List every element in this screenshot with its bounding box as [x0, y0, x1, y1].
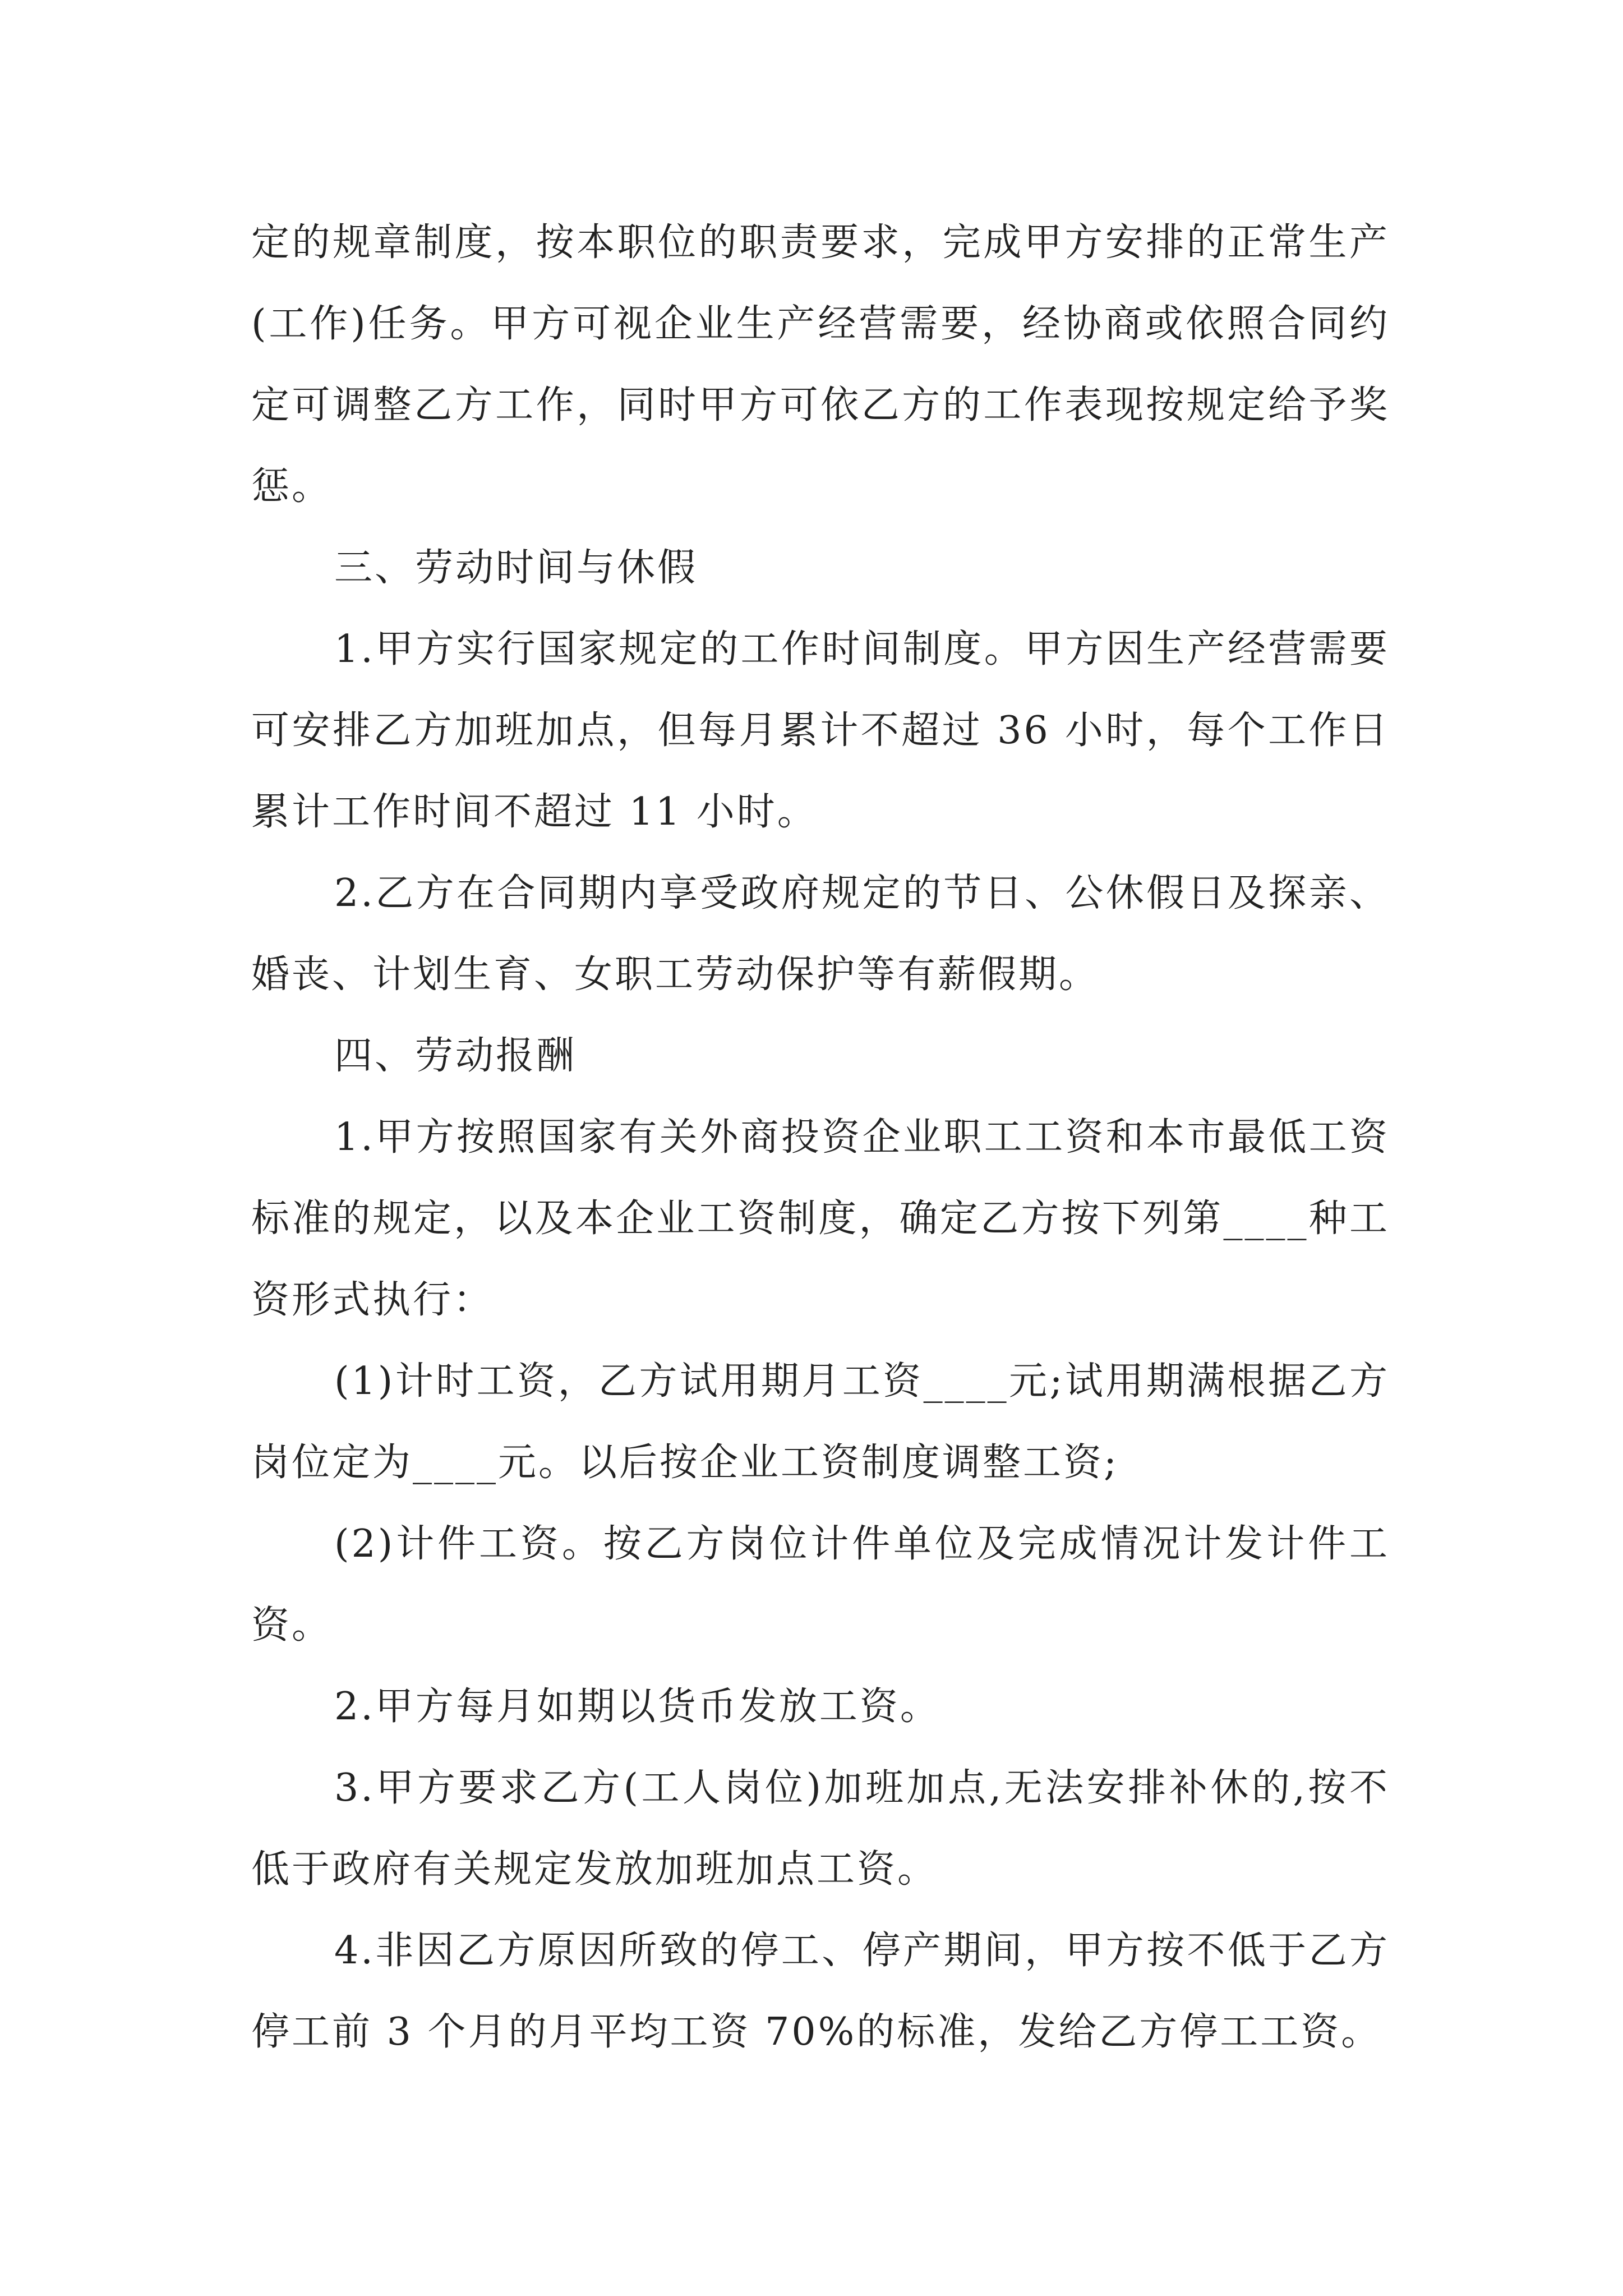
section-heading-remuneration: 四、劳动报酬	[334, 1034, 577, 1078]
paragraph-paid-holidays: 2.乙方在合同期内享受政府规定的节日、公休假日及探亲、婚丧、计划生育、女职工劳动保护等有薪假期。	[251, 871, 1390, 997]
section-heading-working-hours: 三、劳动时间与休假	[334, 546, 698, 590]
paragraph-stoppage-pay: 4.非因乙方原因所致的停工、停产期间，甲方按不低于乙方停工前 3 个月的月平均工资 70%的标准，发给乙方停工工资。	[251, 1929, 1390, 2054]
paragraph-overtime-pay: 3.甲方要求乙方(工人岗位)加班加点,无法安排补休的,按不低于政府有关规定发放加班加点工资。	[251, 1766, 1390, 1892]
paragraph-piece-wage: (2)计件工资。按乙方岗位计件单位及完成情况计发计件工资。	[251, 1522, 1390, 1648]
paragraph-time-wage: (1)计时工资，乙方试用期月工资____元;试用期满根据乙方岗位定为____元。以后按企业工资制度调整工资;	[251, 1359, 1390, 1485]
paragraph-continuation: 定的规章制度，按本职位的职责要求，完成甲方安排的正常生产(工作)任务。甲方可视企业生产经营需要，经协商或依照合同约定可调整乙方工作，同时甲方可依乙方的工作表现按规定给予奖惩。	[251, 220, 1390, 509]
paragraph-monthly-payment: 2.甲方每月如期以货币发放工资。	[334, 1685, 940, 1729]
paragraph-working-time-system: 1.甲方实行国家规定的工作时间制度。甲方因生产经营需要可安排乙方加班加点，但每月累计不超过 36 小时，每个工作日累计工作时间不超过 11 小时。	[251, 627, 1390, 834]
document-body	[251, 202, 1390, 2073]
paragraph-wage-form: 1.甲方按照国家有关外商投资企业职工工资和本市最低工资标准的规定，以及本企业工资制度，确定乙方按下列第____种工资形式执行：	[251, 1115, 1390, 1322]
